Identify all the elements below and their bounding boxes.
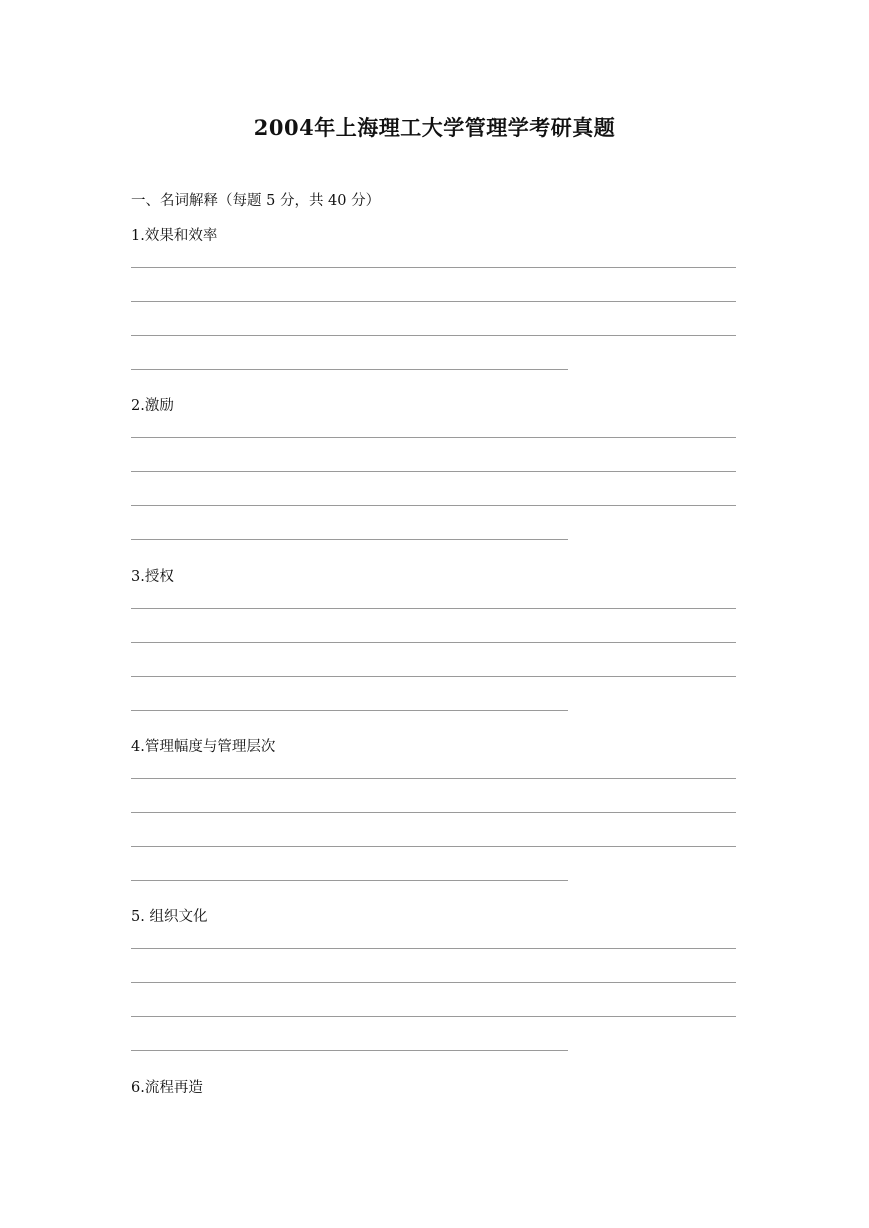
answer-line xyxy=(131,846,736,847)
document-title: 2004年上海理工大学管理学考研真题 xyxy=(253,115,616,140)
answer-line xyxy=(131,812,736,813)
answer-line xyxy=(131,539,568,540)
answer-line xyxy=(131,1050,568,1051)
question-label: 2.激励 xyxy=(131,398,174,414)
answer-line xyxy=(131,267,736,268)
question-label: 1.效果和效率 xyxy=(131,228,218,244)
answer-line xyxy=(131,505,736,506)
answer-line xyxy=(131,880,568,881)
answer-line xyxy=(131,608,736,609)
section-heading: 一、名词解释（每题 5 分，共 40 分） xyxy=(131,193,381,209)
answer-line xyxy=(131,710,568,711)
answer-line xyxy=(131,1016,736,1017)
question-label: 4.管理幅度与管理层次 xyxy=(131,739,276,755)
answer-line xyxy=(131,948,736,949)
answer-line xyxy=(131,676,736,677)
answer-line xyxy=(131,778,736,779)
answer-line xyxy=(131,471,736,472)
question-label: 5. 组织文化 xyxy=(131,909,208,925)
question-label: 6.流程再造 xyxy=(131,1080,203,1096)
answer-line xyxy=(131,982,736,983)
answer-line xyxy=(131,437,736,438)
answer-line xyxy=(131,335,736,336)
answer-line xyxy=(131,642,736,643)
answer-line xyxy=(131,301,736,302)
question-label: 3.授权 xyxy=(131,569,174,585)
answer-line xyxy=(131,369,568,370)
